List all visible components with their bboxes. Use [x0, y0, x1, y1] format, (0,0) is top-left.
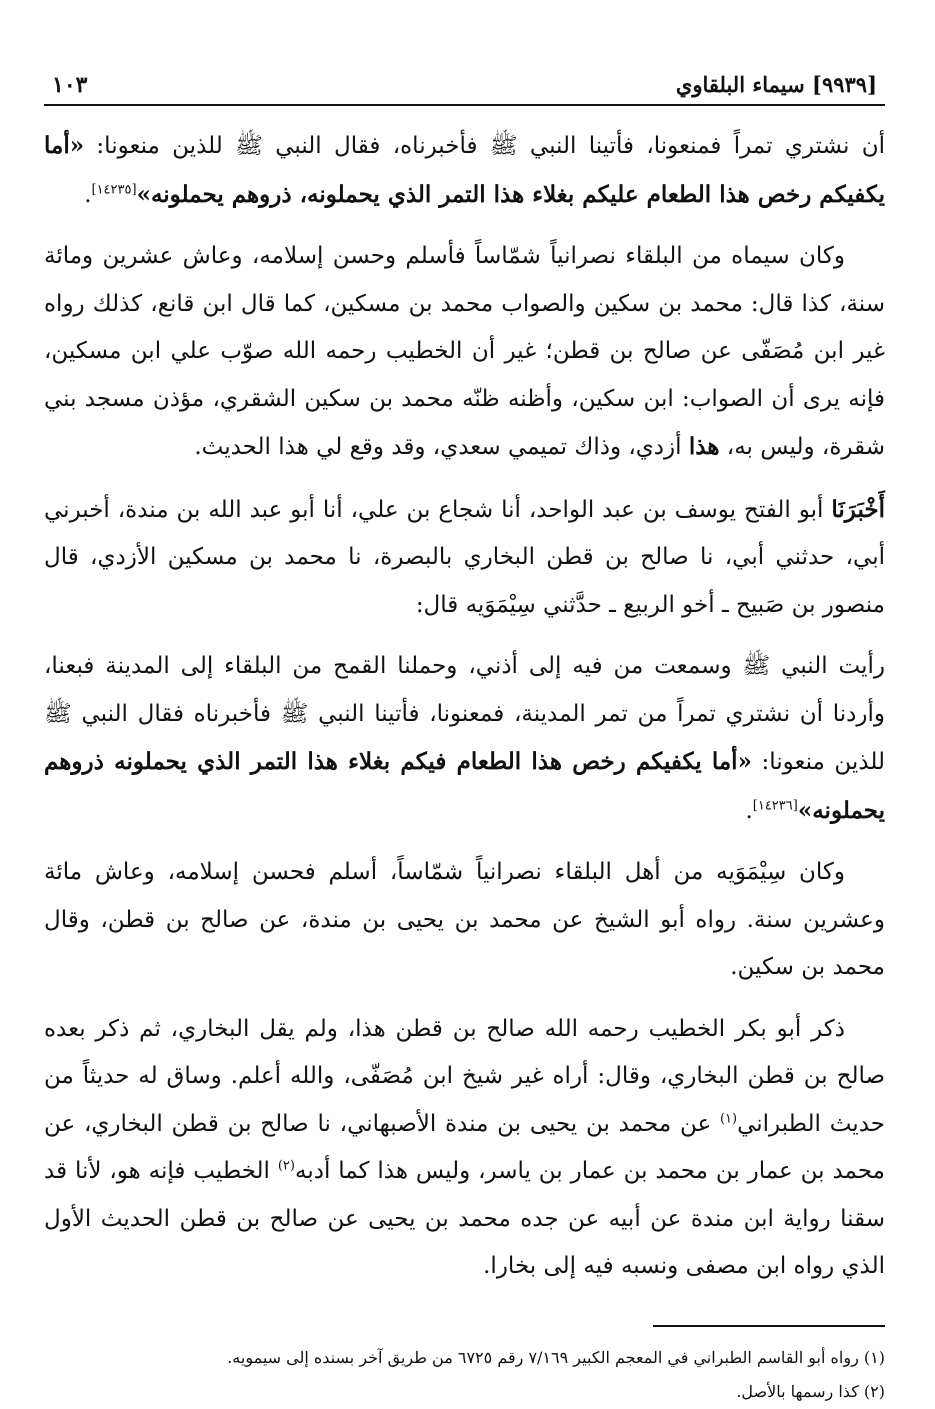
paragraph-text: . — [84, 181, 92, 208]
page-body — [44, 122, 885, 1291]
paragraph-5 — [44, 849, 885, 992]
paragraph-text: وكان سيماه من البلقاء نصرانياً شمّاساً فأسلم وحسن إسلامه، وعاش عشرين ومائة سنة، كذا قال: محمد بن سكين والصواب محمد بن مسكين، كما قال ابن قانع، كذلك رواه غير ابن مُصَفّى عن صالح بن قطن؛ غير أن الخطيب رحمه الله صوّب علي ابن مسكين، فإنه يرى أن الصواب: ابن سكين، وأظنه ظنّه محمد بن سكين الشقري، مؤذن مسجد بني شقرة، وليس به، — [44, 243, 885, 460]
footnote-2: (٢) كذا رسمها بالأصل. — [736, 1381, 885, 1401]
paragraph-text: أن نشتري تمراً فمنعونا، فأتينا النبي ﷺ فأخبرناه، فقال النبي ﷺ للذين منعونا: — [84, 133, 885, 159]
hadith-quote: «أما يكفيكم رخص هذا الطعام عليكم بغلاء هذا التمر الذي يحملونه، ذروهم يحملونه» — [44, 132, 885, 208]
paragraph-text: أزدي، وذاك تميمي سعدي، وقد وقع لي هذا الحديث. — [194, 434, 689, 460]
hadith-number: [١٤٢٣٥] — [91, 181, 137, 197]
paragraph-text: رأيت النبي ﷺ وسمعت من فيه إلى أذني، وحملنا القمح من البلقاء إلى المدينة فبعنا، وأردنا أن نشتري تمراً من تمر المدينة، فمعنونا، فأتينا النبي ﷺ فأخبرناه فقال النبي ﷺ للذين منعونا: — [44, 653, 886, 775]
paragraph-4 — [44, 643, 885, 835]
paragraph-1 — [44, 122, 885, 219]
paragraph-text: وكان سِيْمَوَيه من أهل البلقاء نصرانياً شمّاساً، أسلم فحسن إسلامه، وعاش مائة وعشرين سنة. رواه أبو الشيخ عن محمد بن يحيى بن مندة، عن صالح بن قطن، وقال محمد بن سكين. — [44, 859, 885, 980]
paragraph-3-isnad — [44, 486, 885, 630]
paragraph-2 — [44, 233, 885, 472]
hadith-quote: «أما يكفيكم رخص هذا الطعام فيكم بغلاء هذا التمر الذي يحملونه ذروهم يحملونه» — [44, 748, 885, 824]
paragraph-6 — [44, 1006, 885, 1291]
running-title: [٩٩٣٩] سيماء البلقاوي — [675, 72, 877, 97]
footnote-marker: (٢) — [277, 1158, 295, 1174]
bold-word: هذا — [688, 433, 720, 460]
footnotes — [44, 1341, 885, 1409]
paragraph-text: عن محمد بن يحيى بن مندة الأصبهاني، نا صالح بن قطن البخاري، عن محمد بن عمار بن محمد بن عمار بن ياسر، وليس هذا كما أدبه — [44, 1110, 885, 1184]
page-header — [44, 72, 885, 106]
footnote-separator — [653, 1325, 885, 1327]
page-number: ١٠٣ — [52, 72, 88, 98]
paragraph-text: أبو الفتح يوسف بن عبد الواحد، أنا شجاع بن علي، أنا أبو عبد الله بن مندة، أخبرني أبي، حدثني أبي، نا صالح بن قطن البخاري بالبصرة، نا محمد بن مسكين الأزدي، قال منصور بن صَبيح ـ أخو الربيع ـ حدَّثني سِيْمَوَيه قال: — [44, 496, 885, 618]
isnad-opening: أَخْبَرَنَا — [831, 495, 885, 523]
footnote-marker: (١) — [719, 1110, 738, 1126]
paragraph-text: . — [745, 797, 753, 824]
footnote-1: (١) رواه أبو القاسم الطبراني في المعجم الكبير ٧/١٦٩ رقم ٦٧٢٥ من طريق آخر بسنده إلى سيمويه. — [227, 1347, 885, 1367]
paragraph-text: الخطيب فإنه هو، لأنا قد سقنا رواية ابن مندة عن أبيه عن جده محمد بن يحيى عن صالح بن قطن الحديث الأول الذي رواه ابن مصفى ونسبه فيه إلى بخارا. — [44, 1158, 885, 1279]
paragraph-text: ذكر أبو بكر الخطيب رحمه الله صالح بن قطن هذا، ولم يقل البخاري، ثم ذكر بعده صالح بن قطن البخاري، وقال: أراه غير شيخ ابن مُصَفّى، والله أعلم. وساق له حديثاً من حديث الطبراني — [44, 1015, 885, 1137]
hadith-number: [١٤٢٣٦] — [752, 797, 798, 813]
